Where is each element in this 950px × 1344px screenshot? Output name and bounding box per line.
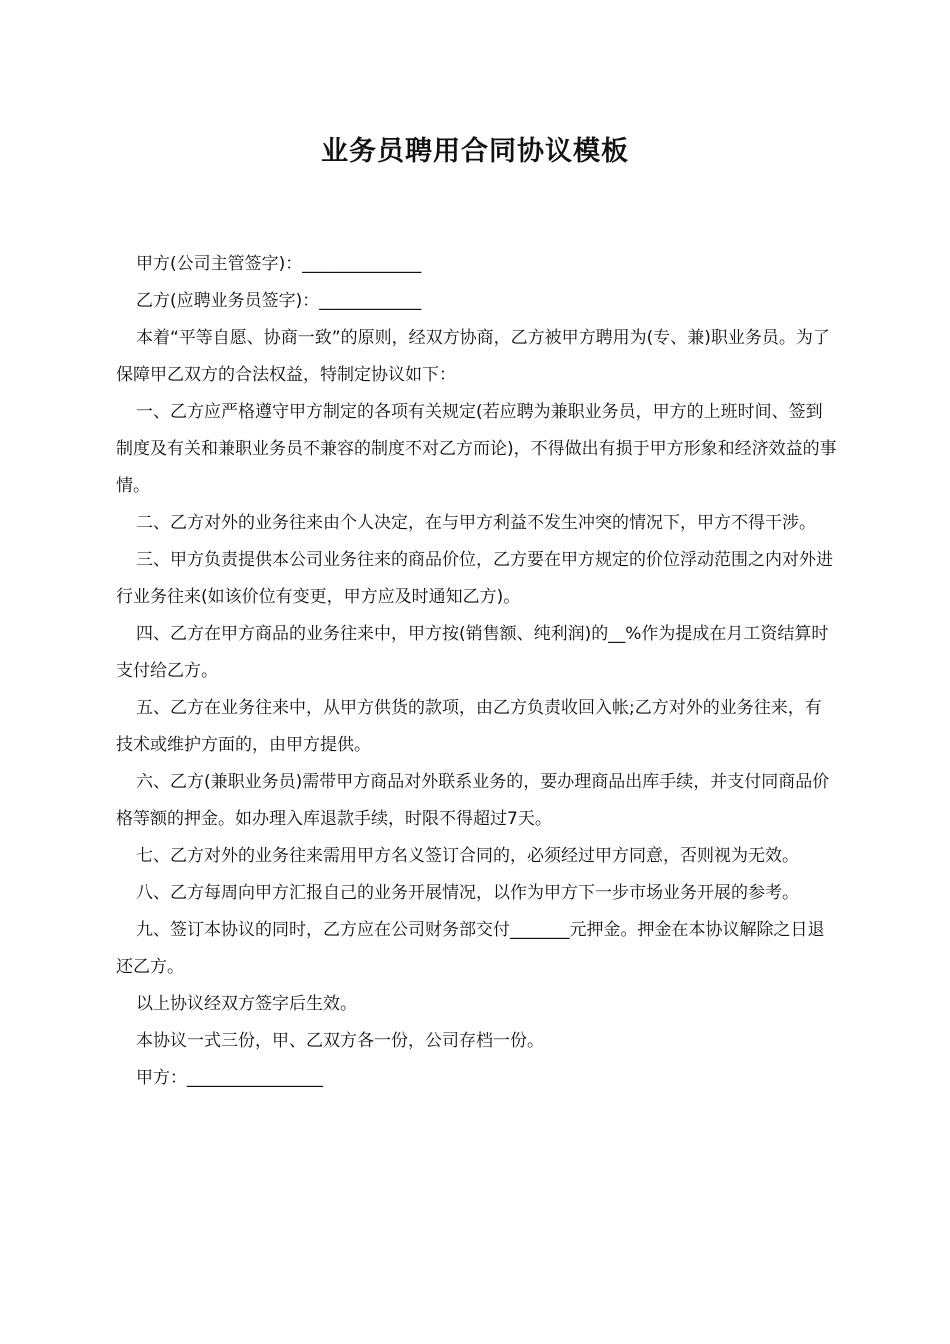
clause-7: 七、乙方对外的业务往来需用甲方名义签订合同的，必须经过甲方同意，否则视为无效。	[136, 846, 799, 866]
clause-4: 四、乙方在甲方商品的业务往来中，甲方按(销售额、纯利润)的__%作为提成在月工资结算时支付给乙方。	[116, 624, 829, 681]
clause-2: 二、乙方对外的业务往来由个人决定，在与甲方利益不发生冲突的情况下，甲方不得干涉。	[136, 513, 816, 533]
party-a-final-signature: 甲方：________________	[136, 1068, 323, 1088]
clause-1: 一、乙方应严格遵守甲方制定的各项有关规定(若应聘为兼职业务员，甲方的上班时间、签到制度及有关和兼职业务员不兼容的制度不对乙方而论)，不得做出有损于甲方形象和经济效益的事情。	[116, 402, 837, 496]
copies-statement: 本协议一式三份，甲、乙双方各一份，公司存档一份。	[136, 1031, 544, 1051]
party-b-signature-line: 乙方(应聘业务员签字)：____________	[136, 291, 422, 311]
effectiveness-statement: 以上协议经双方签字后生效。	[136, 994, 357, 1014]
document-title: 业务员聘用合同协议模板	[321, 136, 629, 167]
clause-5: 五、乙方在业务往来中，从甲方供货的款项，由乙方负责收回入帐;乙方对外的业务往来，有技术或维护方面的，由甲方提供。	[116, 698, 822, 755]
clause-3: 三、甲方负责提供本公司业务往来的商品价位，乙方要在甲方规定的价位浮动范围之内对外进行业务往来(如该价位有变更，甲方应及时通知乙方)。	[116, 550, 833, 607]
preamble-paragraph: 本着“平等自愿、协商一致”的原则，经双方协商，乙方被甲方聘用为(专、兼)职业务员。为了保障甲乙双方的合法权益，特制定协议如下：	[116, 328, 830, 385]
clause-6: 六、乙方(兼职业务员)需带甲方商品对外联系业务的，要办理商品出库手续，并支付同商品价格等额的押金。如办理入库退款手续，时限不得超过7天。	[116, 772, 830, 829]
clause-9: 九、签订本协议的同时，乙方应在公司财务部交付_______元押金。押金在本协议解除之日退还乙方。	[116, 920, 825, 977]
party-a-signature-line: 甲方(公司主管签字)：______________	[136, 254, 422, 274]
document-body	[116, 246, 838, 1097]
clause-8: 八、乙方每周向甲方汇报自己的业务开展情况，以作为甲方下一步市场业务开展的参考。	[136, 883, 799, 903]
